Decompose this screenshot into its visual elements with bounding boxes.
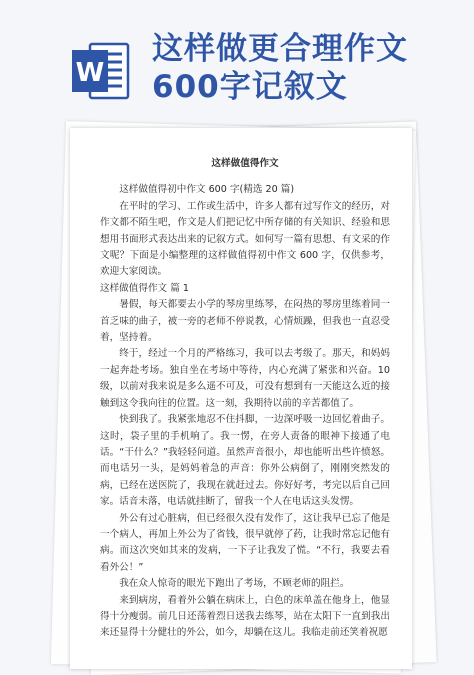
section-heading: 这样做值得作文 篇 1 [100,282,189,294]
paragraph: 这样做值得初中作文 600 字(精选 20 篇) [119,184,295,196]
paragraph: 快到我了。我紧张地忍不住抖脚，一边深呼吸一边回忆着曲子。这时，袋子里的手机响了。我一愣，在旁人责备的眼神下接通了电话。“干什么？”我轻轻问道。虽然声音很小，却也能听出些许愤怒。而电话另一头，是妈妈着急的声音：你外公病倒了，刚刚突然发的病，已经在送医院了，我现在就赶过去。你好好考，考完以后自己回家。话音未落，电话就挂断了，留我一个人在电话这头发愣。 [100,414,390,508]
paragraph: 来到病房，看着外公躺在病床上，白色的床单盖在他身上，他显得十分瘦弱。前几日还荡着烈日送我去练琴，站在太阳下一直到我出来还显得十分健壮的外公，如今，却躺在这儿。我临走前还笑着祝愿 [100,594,390,639]
header-banner [0,0,474,118]
paragraph: 暑假，每天都要去小学的琴房里练琴，在闷热的琴房里练着同一首乏味的曲子，被一旁的老师不停说教，心情烦躁，但我也一直忍受着，坚持着。 [100,299,390,344]
paragraph: 我在众人惊奇的眼光下跑出了考场，不顾老师的阻拦。 [119,578,350,590]
document-paragraphs [100,182,390,641]
banner-title [152,30,408,106]
banner-title-line-1: 这样做更合理作文 [152,31,408,67]
paragraph: 在平时的学习、工作或生活中，许多人都有过写作文的经历，对作文都不陌生吧，作文是人们把记忆中所存储的有关知识、经验和思想用书面形式表达出来的记叙方式。如何写一篇有思想、有文采的作文呢？下面是小编整理的这样做值得初中作文 600 字，仅供参考，欢迎大家阅读。 [100,200,390,278]
paragraph: 终于，经过一个月的严格练习，我可以去考级了。那天，和妈妈一起奔赴考场。独自坐在考场中等待，内心充满了紧张和兴奋。10 级，以前对我来说是多么遥不可及，可没有想到有一天能这么近的接触到这令我向往的位置。这一刻，我期待以前的辛苦都值了。 [100,348,390,409]
word-icon-letter: W [75,58,105,88]
banner-title-line-2: 600字记叙文 [152,69,348,105]
document-page [70,128,412,669]
document-body [100,156,390,642]
document-title: 这样做值得作文 [211,158,279,169]
paragraph: 外公有过心脏病，但已经很久没有发作了，这让我早已忘了他是一个病人，再加上外公为了省钱，很早就停了药，让我时常忘记他有病。而这次突如其来的发病，一下子让我发了慌。“不行，我要去看看外公！” [100,512,390,573]
word-document-icon [70,40,132,102]
